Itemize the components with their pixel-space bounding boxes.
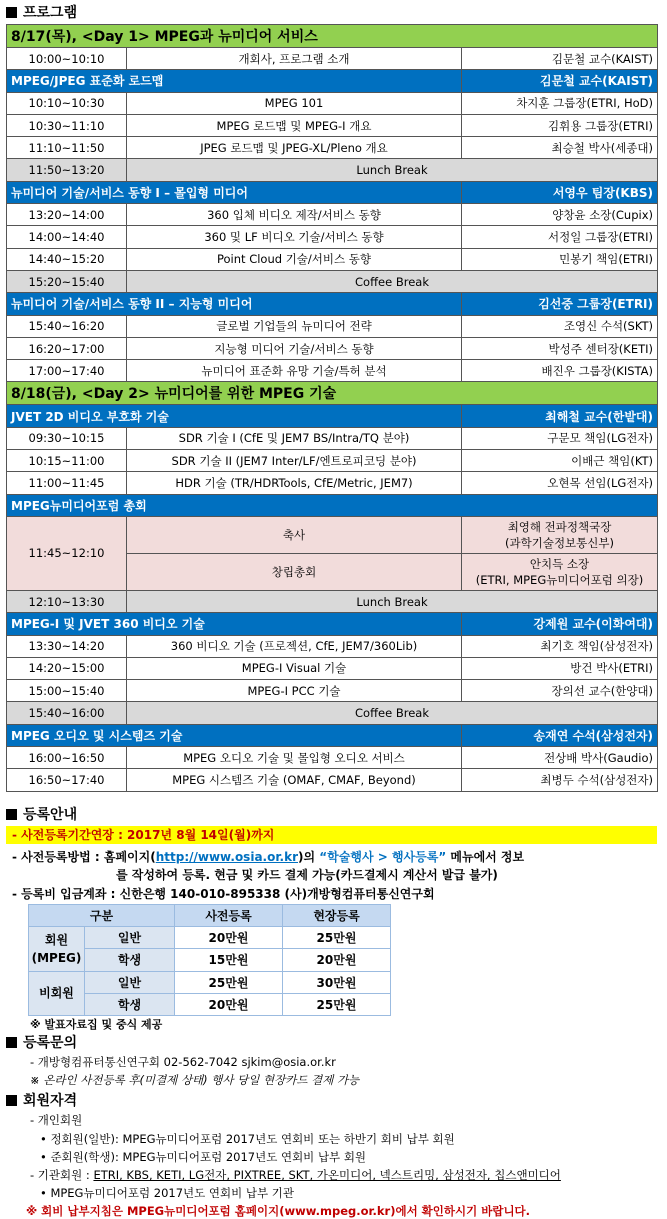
- table-row: 15:00~15:40 MPEG-I PCC 기술 장의선 교수(한양대): [7, 680, 658, 702]
- session-header: MPEG뉴미디어포럼 총회: [7, 494, 658, 516]
- table-row: 14:20~15:00 MPEG-I Visual 기술 방건 박사(ETRI): [7, 657, 658, 679]
- fee-table: [28, 904, 391, 1016]
- square-bullet-icon: [6, 1037, 17, 1048]
- fee-row: 학생 20만원 25만원: [29, 993, 391, 1015]
- registration-heading: 등록안내: [6, 804, 77, 824]
- fee-header-row: 구분 사전등록 현장등록: [29, 905, 391, 927]
- osia-link[interactable]: http://www.osia.or.kr: [155, 850, 299, 864]
- table-row: 14:40~15:20 Point Cloud 기술/서비스 동향 민봉기 책임(ETRI): [7, 248, 658, 270]
- table-row: 16:20~17:00 지능형 미디어 기술/서비스 동향 박성주 센터장(KETI): [7, 337, 658, 359]
- membership-heading: 회원자격: [6, 1090, 77, 1110]
- associate-member: • 준회원(학생): MPEG뉴미디어포럼 2017년도 연회비 납부 회원: [40, 1150, 367, 1164]
- table-row: 13:20~14:00 360 입체 비디오 제작/서비스 동향 양창윤 소장(Cupix): [7, 204, 658, 226]
- ceremony-row: 11:45~12:10 축사 최영해 전파정책국장 (과학기술정보통신부): [7, 516, 658, 553]
- square-bullet-icon: [6, 809, 17, 820]
- table-row: 11:00~11:45 HDR 기술 (TR/HDRTools, CfE/Metric, JEM7) 오현목 선임(LG전자): [7, 472, 658, 494]
- table-row: 14:00~14:40 360 및 LF 비디오 기술/서비스 동향 서정일 그룹장(ETRI): [7, 226, 658, 248]
- square-bullet-icon: [6, 1095, 17, 1106]
- table-row: 13:30~14:20 360 비디오 기술 (프로젝션, CfE, JEM7/360Lib) 최기호 책임(삼성전자): [7, 635, 658, 657]
- day2-row: [7, 382, 658, 405]
- table-row: 11:10~11:50 JPEG 로드맵 및 JPEG-XL/Pleno 개요 최승철 박사(세종대): [7, 137, 658, 159]
- org-member: - 기관회원 : ETRI, KBS, KETI, LG전자, PIXTREE, SKT, 가온미디어, 넥스트리밍, 삼성전자, 칩스앤미디어: [30, 1168, 561, 1182]
- fee-row: 학생 15만원 20만원: [29, 949, 391, 971]
- table-row: 10:00~10:10 개회사, 프로그램 소개 김문철 교수(KAIST): [7, 48, 658, 70]
- session-header: 뉴미디어 기술/서비스 동향 II – 지능형 미디어 김선중 그룹장(ETRI): [7, 293, 658, 315]
- fee-row: 회원 (MPEG) 일반 20만원 25만원: [29, 927, 391, 949]
- table-row: 16:50~17:40 MPEG 시스템즈 기술 (OMAF, CMAF, Beyond) 최병두 수석(삼성전자): [7, 769, 658, 791]
- registration-method-line2: 를 작성하여 등록. 현금 및 카드 결제 가능(카드결제시 계산서 발급 불가): [116, 868, 498, 882]
- early-registration-notice: - 사전등록기간연장 : 2017년 8월 14일(월)까지: [6, 826, 657, 844]
- fee-note: ※ 발표자료집 및 중식 제공: [30, 1018, 163, 1031]
- session-header: JVET 2D 비디오 부호화 기술 최해철 교수(한밭대): [7, 405, 658, 427]
- fee-row: 비회원 일반 25만원 30만원: [29, 971, 391, 993]
- table-row: 17:00~17:40 뉴미디어 표준화 유망 기술/특허 분석 배진우 그룹장(KISTA): [7, 360, 658, 382]
- regular-member: • 정회원(일반): MPEG뉴미디어포럼 2017년도 연회비 또는 하반기 회비 납부 회원: [40, 1132, 455, 1146]
- individual-member: - 개인회원: [30, 1113, 83, 1127]
- registration-method: - 사전등록방법 : 홈페이지(http://www.osia.or.kr)의 “학술행사 > 행사등록” 메뉴에서 정보: [12, 850, 525, 864]
- membership-check-note: ※ 회비 납부지침은 MPEG뉴미디어포럼 홈페이지(www.mpeg.or.kr)에서 확인하시기 바랍니다.: [26, 1204, 531, 1218]
- program-heading: 프로그램: [6, 2, 77, 22]
- day2-title: 8/18(금), <Day 2> 뉴미디어를 위한 MPEG 기술: [7, 382, 658, 405]
- inquiry-heading: 등록문의: [6, 1032, 77, 1052]
- inquiry-contact: - 개방형컴퓨터통신연구회 02-562-7042 sjkim@osia.or.kr: [30, 1055, 336, 1069]
- bank-account: - 등록비 입금계좌 : 신한은행 140-010-895338 (사)개방형컴퓨터통신연구회: [12, 887, 435, 901]
- program-table: [6, 24, 658, 792]
- break-row: 15:40~16:00 Coffee Break: [7, 702, 658, 724]
- ceremony-row: 창립총회 안치득 소장 (ETRI, MPEG뉴미디어포럼 의장): [7, 553, 658, 590]
- table-row: 16:00~16:50 MPEG 오디오 기술 및 몰입형 오디오 서비스 전상배 박사(Gaudio): [7, 747, 658, 769]
- table-row: 10:30~11:10 MPEG 로드맵 및 MPEG-I 개요 김휘용 그룹장(ETRI): [7, 114, 658, 136]
- org-member-line2: • MPEG뉴미디어포럼 2017년도 연회비 납부 기관: [40, 1186, 294, 1200]
- break-row: 11:50~13:20 Lunch Break: [7, 159, 658, 181]
- session-header: MPEG 오디오 및 시스템즈 기술 송재연 수석(삼성전자): [7, 724, 658, 746]
- table-row: 15:40~16:20 글로벌 기업들의 뉴미디어 전략 조영신 수석(SKT): [7, 315, 658, 337]
- table-row: 09:30~10:15 SDR 기술 I (CfE 및 JEM7 BS/Intra/TQ 분야) 구문모 책임(LG전자): [7, 427, 658, 449]
- day1-row: [7, 25, 658, 48]
- square-bullet-icon: [6, 7, 17, 18]
- session-header: 뉴미디어 기술/서비스 동향 I – 몰입형 미디어 서영우 팀장(KBS): [7, 181, 658, 203]
- table-row: 10:10~10:30 MPEG 101 차지훈 그룹장(ETRI, HoD): [7, 92, 658, 114]
- inquiry-note: ※ 온라인 사전등록 후(미결제 상태) 행사 당일 현장카드 결제 가능: [30, 1073, 360, 1087]
- day1-title: 8/17(목), <Day 1> MPEG과 뉴미디어 서비스: [7, 25, 658, 48]
- break-row: 15:20~15:40 Coffee Break: [7, 270, 658, 292]
- session-header: MPEG-I 및 JVET 360 비디오 기술 강제원 교수(이화여대): [7, 613, 658, 635]
- break-row: 12:10~13:30 Lunch Break: [7, 590, 658, 612]
- session-header: MPEG/JPEG 표준화 로드맵 김문철 교수(KAIST): [7, 70, 658, 92]
- table-row: 10:15~11:00 SDR 기술 II (JEM7 Inter/LF/엔트로피코딩 분야) 이배근 책임(KT): [7, 450, 658, 472]
